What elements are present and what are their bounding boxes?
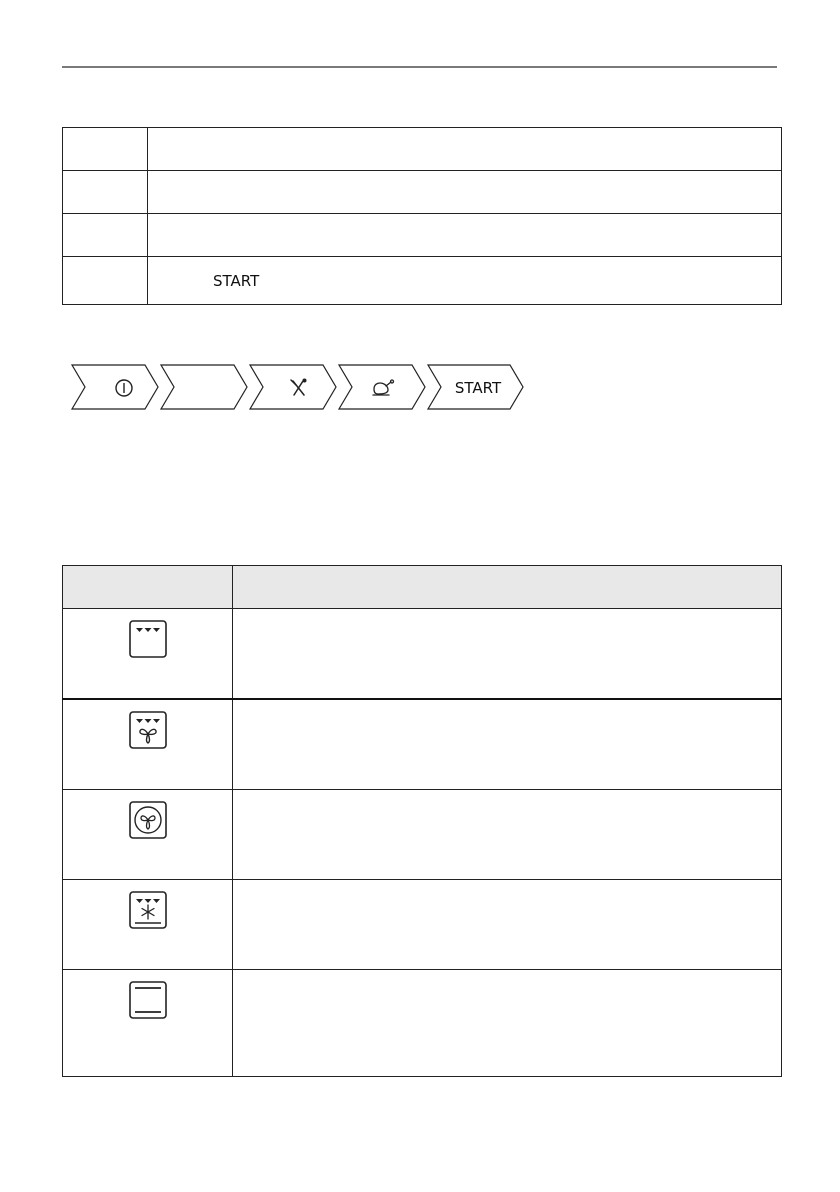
flow-step-4-chevron bbox=[339, 365, 425, 409]
function-row bbox=[63, 790, 782, 880]
step-text bbox=[148, 171, 782, 214]
functions-header-description bbox=[233, 566, 782, 609]
step-text bbox=[148, 128, 782, 171]
top-heat-defrost-icon bbox=[128, 890, 168, 930]
step-number bbox=[63, 257, 148, 305]
function-description bbox=[233, 880, 782, 970]
flow-start-label: START bbox=[454, 379, 502, 397]
top-bottom-heat-icon bbox=[128, 980, 168, 1020]
functions-header-symbol bbox=[63, 566, 233, 609]
flow-step-2-chevron bbox=[161, 365, 247, 409]
header-rule bbox=[62, 66, 777, 68]
steps-row bbox=[63, 214, 782, 257]
steps-row bbox=[63, 171, 782, 214]
step-flow bbox=[70, 363, 530, 411]
top-heat-fan-icon bbox=[128, 710, 168, 750]
flow-step-3-chevron bbox=[250, 365, 336, 409]
flow-step-1-chevron bbox=[72, 365, 158, 409]
step-number bbox=[63, 171, 148, 214]
functions-table bbox=[62, 565, 782, 1077]
steps-row bbox=[63, 257, 782, 305]
function-description bbox=[233, 790, 782, 880]
step-text bbox=[148, 214, 782, 257]
step-text: START bbox=[148, 257, 782, 305]
function-row bbox=[63, 970, 782, 1077]
function-row bbox=[63, 609, 782, 700]
steps-row bbox=[63, 128, 782, 171]
fan-icon bbox=[128, 800, 168, 840]
function-row bbox=[63, 699, 782, 790]
function-description bbox=[233, 609, 782, 700]
function-description bbox=[233, 699, 782, 790]
step-number bbox=[63, 128, 148, 171]
function-row bbox=[63, 880, 782, 970]
top-heat-icon bbox=[128, 619, 168, 659]
steps-table bbox=[62, 127, 782, 305]
function-description bbox=[233, 970, 782, 1077]
step-flow-graphic bbox=[70, 363, 530, 411]
step-number bbox=[63, 214, 148, 257]
